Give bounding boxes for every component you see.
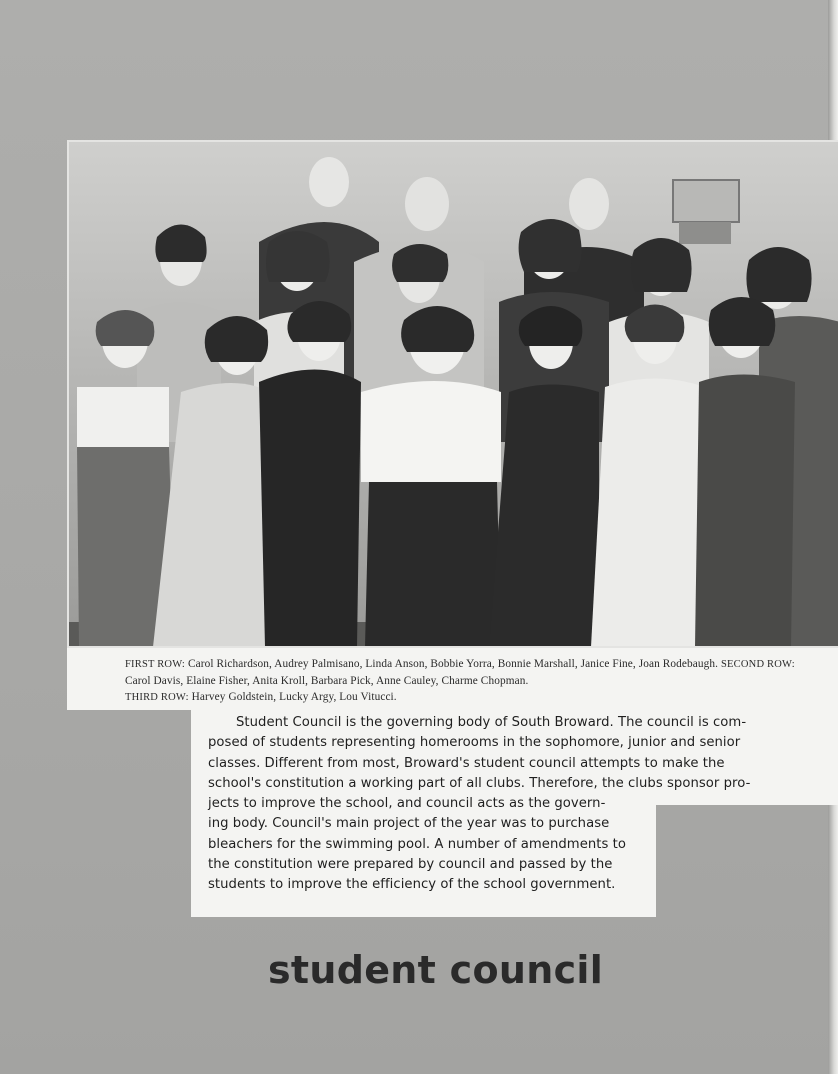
body-line: the constitution were prepared by council and passed by the [208, 857, 613, 873]
body-line: jects to improve the school, and council acts as the govern- [208, 796, 606, 812]
body-line: bleachers for the swimming pool. A number of amendments to [208, 836, 626, 852]
page-title: student council [268, 948, 604, 992]
body-line: Student Council is the governing body of South Broward. The council is com- [236, 715, 747, 730]
body-paragraph [208, 713, 798, 896]
first-row-label: FIRST ROW: [125, 659, 186, 670]
group-photo [67, 140, 838, 648]
third-row-names: Harvey Goldstein, Lucky Argy, Lou Vitucci. [191, 691, 397, 703]
body-line: students to improve the efficiency of the school government. [208, 877, 616, 893]
body-line: classes. Different from most, Broward's student council attempts to make the [208, 755, 725, 771]
body-line: ing body. Council's main project of the year was to purchase [208, 816, 610, 832]
second-row-label: SECOND ROW: [721, 659, 795, 670]
photo-caption [125, 656, 805, 706]
first-row-names: Carol Richardson, Audrey Palmisano, Linda Anson, Bobbie Yorra, Bonnie Marshall, Janice Fine, Joan Rodebaugh. [188, 658, 719, 670]
second-row-names: Carol Davis, Elaine Fisher, Anita Kroll, Barbara Pick, Anne Cauley, Charme Chopman. [125, 675, 529, 687]
body-line: school's constitution a working part of all clubs. Therefore, the clubs sponsor pro- [208, 775, 751, 791]
body-line: posed of students representing homerooms in the sophomore, junior and senior [208, 735, 741, 751]
third-row-label: THIRD ROW: [125, 692, 189, 703]
